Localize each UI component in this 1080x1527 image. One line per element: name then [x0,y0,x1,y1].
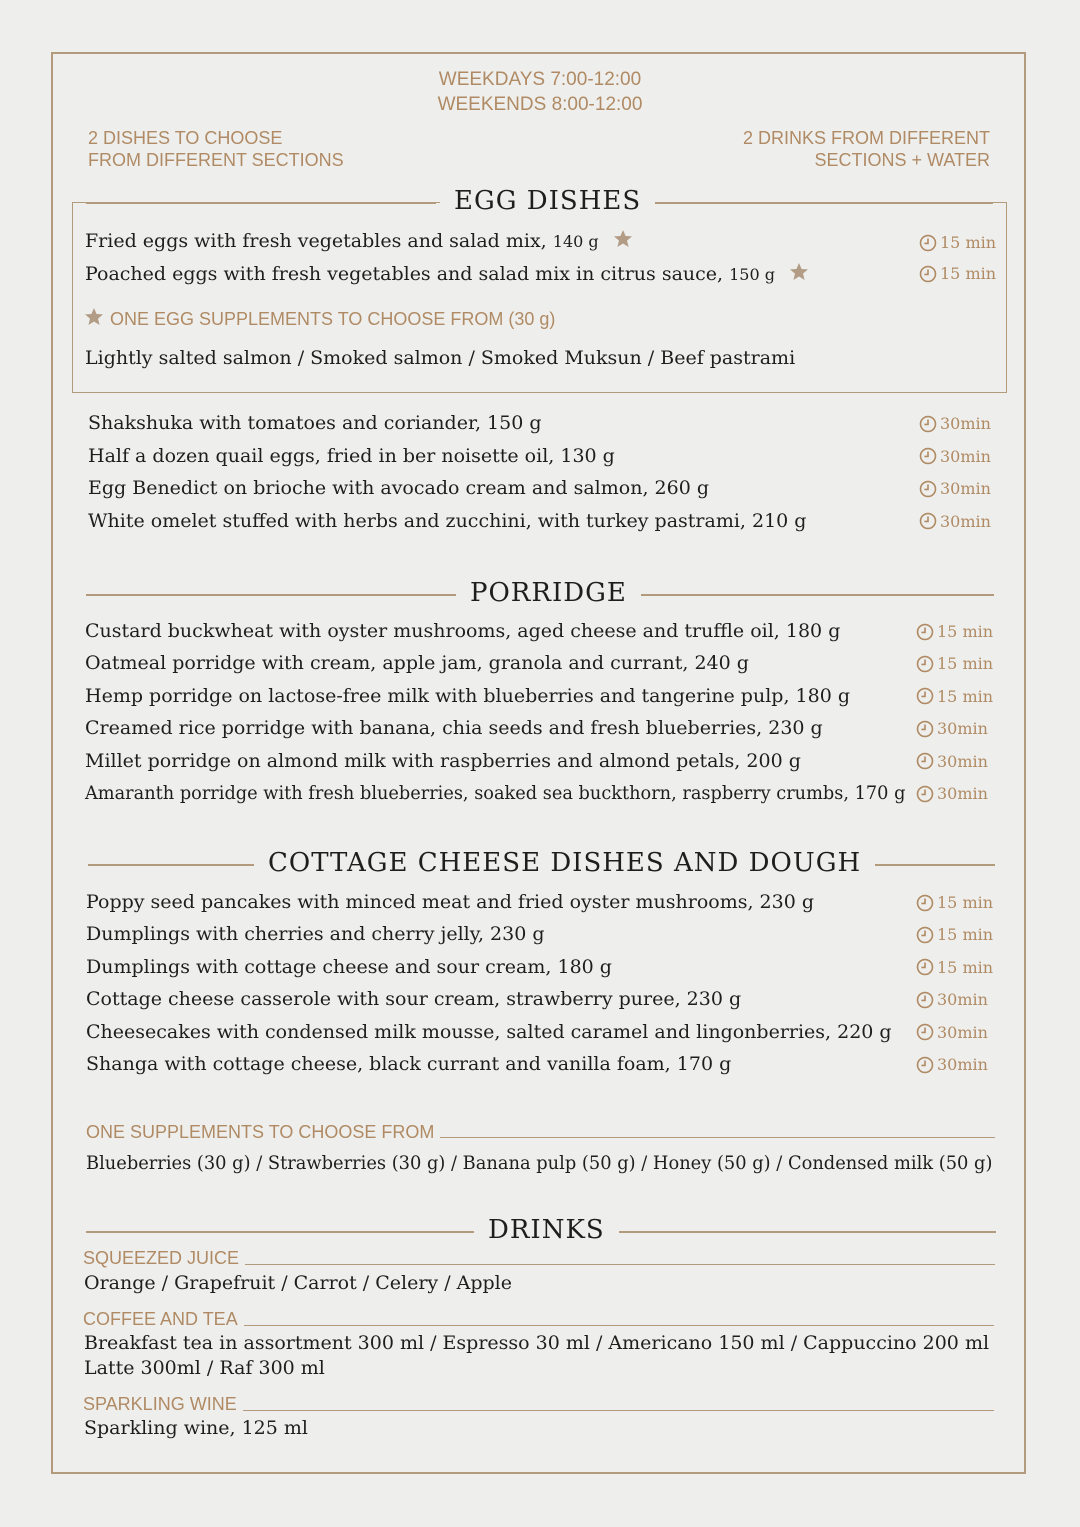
prep-time [916,990,988,1009]
prep-time-value: 30min [937,1022,988,1042]
clock-icon [916,687,934,705]
prep-time [919,447,991,466]
prep-time [916,654,993,673]
prep-time-value: 30min [937,1055,988,1074]
clock-icon [919,234,937,252]
star-icon [789,262,809,282]
drinks-note-line-2: SECTIONS + WATER [814,150,990,170]
subsection-rule [440,1137,995,1138]
clock-icon [919,265,937,283]
section-rule [614,594,994,596]
menu-item: Custard buckwheat with oyster mushrooms, aged cheese and truffle oil, 180 g [85,620,841,642]
star-icon [84,307,104,327]
clock-icon [916,894,934,912]
prep-time [916,752,988,771]
juice-list: Orange / Grapefruit / Carrot / Celery / Apple [84,1272,513,1294]
cottage-supplement-title: ONE SUPPLEMENTS TO CHOOSE FROM [86,1122,440,1143]
drinks-note [743,127,990,171]
prep-time-value: 15 min [940,264,997,283]
prep-time [916,1055,988,1074]
prep-time-value: 30min [937,719,988,739]
prep-time-value: 15 min [937,654,994,674]
prep-time-value: 30min [940,511,991,531]
menu-item: Shakshuka with tomatoes and coriander, 150 g [88,412,542,434]
prep-time-value: 15 min [940,233,997,252]
clock-icon [919,480,937,498]
cottage-supplements: Blueberries (30 g) / Strawberries (30 g) / Banana pulp (50 g) / Honey (50 g) / Condensed milk (50 g) [86,1152,993,1174]
menu-item: Amaranth porridge with fresh blueberries, soaked sea buckthorn, raspberry crumbs, 170 g [85,782,906,804]
section-rule [604,1231,996,1233]
menu-item: Hemp porridge on lactose-free milk with blueberries and tangerine pulp, 180 g [85,684,850,707]
subsection-rule [243,1410,994,1411]
subsection-rule [244,1325,994,1326]
clock-icon [916,623,934,641]
clock-icon [916,785,934,803]
drinks-title: DRINKS [474,1215,619,1245]
prep-time-value: 15 min [937,686,994,706]
menu-item: Dumplings with cottage cheese and sour cream, 180 g [86,955,612,978]
star-icon [613,229,633,249]
prep-time [916,622,993,641]
weekends-hours: WEEKENDS 8:00-12:00 [437,94,643,115]
wine-list: Sparkling wine, 125 ml [84,1417,308,1439]
item-name: Fried eggs with fresh vegetables and salad mix, [85,230,547,252]
section-rule [86,1231,476,1233]
menu-item: Poppy seed pancakes with minced meat and fried oyster mushrooms, 230 g [86,891,815,913]
menu-item: Shanga with cottage cheese, black currant and vanilla foam, 170 g [86,1053,732,1075]
drinks-note-line-1: 2 DRINKS FROM DIFFERENT [742,128,990,148]
clock-icon [919,415,937,433]
menu-item: Cottage cheese casserole with sour cream, strawberry puree, 230 g [86,988,742,1011]
prep-time [919,512,991,531]
menu-item: Egg Benedict on brioche with avocado cream and salmon, 260 g [88,477,709,499]
dishes-note-line-1: 2 DISHES TO CHOOSE [88,128,283,148]
prep-time [916,687,993,706]
prep-time-value: 15 min [937,893,994,912]
egg-supplement-title [84,307,555,330]
prep-time [916,925,993,944]
clock-icon [916,926,934,944]
prep-time [916,893,993,912]
prep-time [919,414,991,433]
menu-item [85,229,633,252]
clock-icon [916,1056,934,1074]
coffee-list-1: Breakfast tea in assortment 300 ml / Espresso 30 ml / Americano 150 ml / Cappuccino 200 ml [84,1332,990,1354]
prep-time-value: 30min [940,479,991,498]
menu-item: Cheesecakes with condensed milk mousse, salted caramel and lingonberries, 220 g [86,1020,892,1043]
menu-item: Millet porridge on almond milk with raspberries and almond petals, 200 g [85,749,801,772]
prep-time-value: 15 min [937,957,994,977]
item-weight: 140 g [552,232,599,251]
dishes-note [88,127,344,171]
item-weight: 150 g [729,265,775,284]
prep-time [919,233,996,252]
menu-item: Creamed rice porridge with banana, chia seeds and fresh blueberries, 230 g [85,717,823,740]
prep-time-value: 15 min [937,622,994,641]
clock-icon [919,447,937,465]
section-rule [86,202,436,204]
section-rule [88,864,256,866]
menu-item: White omelet stuffed with herbs and zucchini, with turkey pastrami, 210 g [88,509,807,532]
egg-dishes-title: EGG DISHES [440,186,655,216]
prep-time-value: 30min [937,784,988,803]
dishes-note-line-2: FROM DIFFERENT SECTIONS [88,150,344,170]
coffee-list-2: Latte 300ml / Raf 300 ml [84,1357,325,1379]
menu-item: Half a dozen quail eggs, fried in ber noisette oil, 130 g [88,444,615,467]
subsection-rule [245,1264,995,1265]
prep-time [916,719,988,738]
clock-icon [916,752,934,770]
coffee-title: COFFEE AND TEA [83,1309,244,1330]
prep-time [919,264,996,283]
prep-time-value: 30min [940,446,991,466]
prep-time [916,958,993,977]
prep-time [916,784,988,803]
menu-item [85,262,809,285]
clock-icon [916,655,934,673]
menu-item: Oatmeal porridge with cream, apple jam, granola and currant, 240 g [85,652,749,675]
cottage-title: COTTAGE CHEESE DISHES AND DOUGH [254,848,875,878]
juice-title: SQUEEZED JUICE [83,1248,245,1269]
menu-item: Dumplings with cherries and cherry jelly, 230 g [86,923,545,946]
clock-icon [916,958,934,976]
egg-supplement-title-text: ONE EGG SUPPLEMENTS TO CHOOSE FROM (30 g) [110,309,556,329]
weekdays-hours: WEEKDAYS 7:00-12:00 [438,69,642,90]
item-name: Poached eggs with fresh vegetables and salad mix in citrus sauce, [85,263,724,285]
egg-supplements: Lightly salted salmon / Smoked salmon / Smoked Muksun / Beef pastrami [85,347,796,369]
clock-icon [916,1023,934,1041]
prep-time-value: 30min [937,751,988,771]
section-rule [648,202,993,204]
prep-time [919,479,991,498]
prep-time [916,1023,988,1042]
clock-icon [916,720,934,738]
prep-time-value: 15 min [937,925,994,945]
porridge-title: PORRIDGE [456,578,641,608]
prep-time-value: 30min [937,990,988,1010]
clock-icon [919,512,937,530]
prep-time-value: 30min [940,414,991,433]
clock-icon [916,991,934,1009]
opening-hours [0,67,1080,117]
section-rule [86,594,466,596]
wine-title: SPARKLING WINE [83,1394,243,1415]
